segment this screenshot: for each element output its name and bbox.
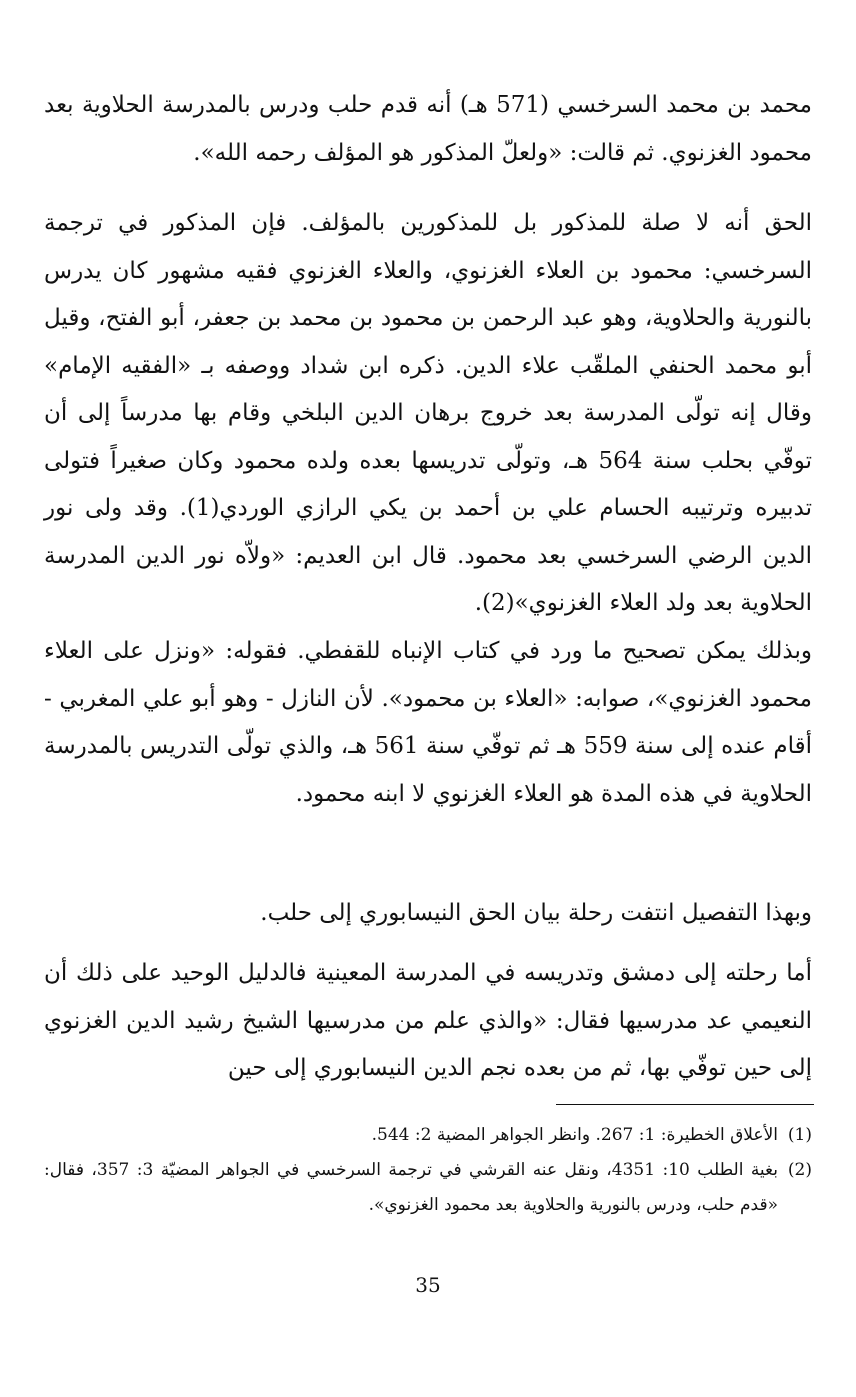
footnote-number: (1)	[787, 1125, 812, 1145]
paragraph-5: أما رحلته إلى دمشق وتدريسه في المدرسة المعينية فالدليل الوحيد على ذلك أن النعيمي عد مدرسيها فقال: «والذي علم من مدرسيها الشيخ رشيد الدين الغزنوي إلى حين توفّي بها، ثم من بعده نجم الدين النيسابوري إلى حين	[44, 960, 812, 1081]
paragraph-1: محمد بن محمد السرخسي (571 هـ) أنه قدم حلب ودرس بالمدرسة الحلاوية بعد محمود الغزنوي. ثم قالت: «ولعلّ المذكور هو المؤلف رحمه الله».	[44, 92, 812, 166]
paragraph-3: وبذلك يمكن تصحيح ما ورد في كتاب الإنباه للقفطي. فقوله: «ونزل على العلاء محمود الغزنوي»، صوابه: «العلاء بن محمود». لأن النازل - وهو أبو علي المغربي - أقام عنده إلى سنة 559 هـ ثم توفّي سنة 561 هـ، والذي تولّى التدريس بالمدرسة الحلاوية في هذه المدة هو العلاء الغزنوي لا ابنه محمود.	[44, 638, 812, 807]
footnote-number: (2)	[787, 1160, 812, 1180]
page-number: 35	[415, 1273, 441, 1297]
footnote-divider	[556, 1104, 814, 1105]
footnote-text: الأعلاق الخطيرة: 1: 267. وانظر الجواهر المضية 2: 544.	[371, 1125, 778, 1145]
paragraph-2: الحق أنه لا صلة للمذكور بل للمذكورين بالمؤلف. فإن المذكور في ترجمة السرخسي: محمود بن العلاء الغزنوي، والعلاء الغزنوي فقيه مشهور كان يدرس بالنورية والحلاوية، وهو عبد الرحمن بن محمود بن محمد بن جعفر، أبو الفتح، وقيل أبو محمد الحنفي الملقّب علاء الدين. ذكره ابن شداد ووصفه بـ «الفقيه الإمام» وقال إنه تولّى المدرسة بعد خروج برهان الدين البلخي وقام بها مدرساً إلى أن توفّي بحلب سنة 564 هـ، وتولّى تدريسها بعده ولده محمود وكان صغيراً فتولى تدبيره وترتيبه الحسام علي بن أحمد بن يكي الرازي الوردي(1). وقد ولى نور الدين الرضي السرخسي بعد محمود. قال ابن العديم: «ولاّه نور الدين المدرسة الحلاوية بعد ولد العلاء الغزنوي»(2).	[44, 210, 813, 616]
footnotes	[44, 1118, 812, 1223]
footnote-1	[44, 1118, 812, 1153]
footnote-text: بغية الطلب 10: 4351، ونقل عنه القرشي في ترجمة السرخسي في الجواهر المضيّة 3: 357، فقال: «قدم حلب، ودرس بالنورية والحلاوية بعد محمود الغزنوي».	[44, 1160, 778, 1215]
paragraph-4: وبهذا التفصيل انتفت رحلة بيان الحق النيسابوري إلى حلب.	[260, 900, 812, 926]
footnote-2	[44, 1153, 812, 1223]
